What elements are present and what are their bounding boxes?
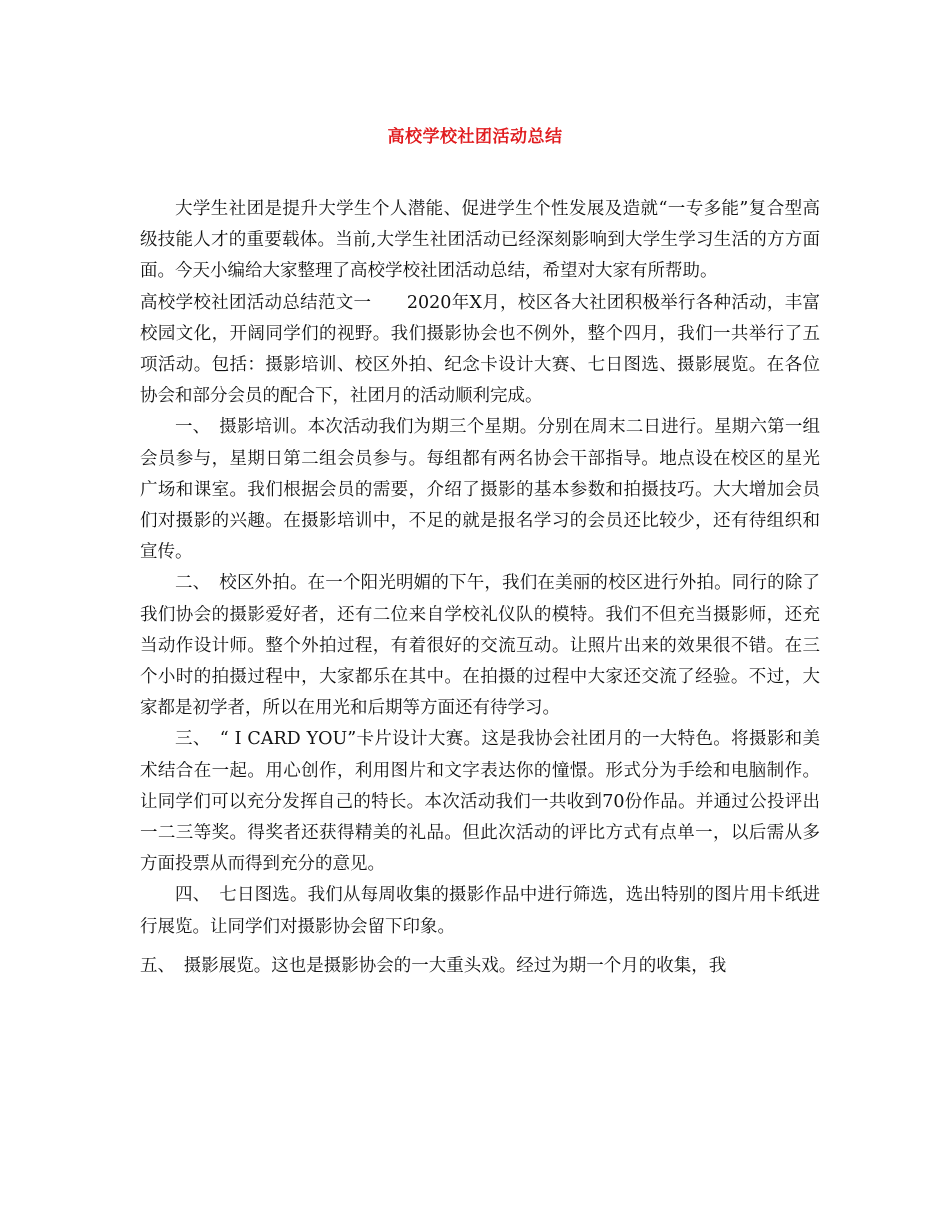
paragraph-sample-one: 高校学校社团活动总结范文一 2020年X月，校区各大社团积极举行各种活动，丰富校园文化，开阔同学们的视野。我们摄影协会也不例外，整个四月，我们一共举行了五项活动。包括：摄影培训、校区外拍、纪念卡设计大赛、七日图选、摄影展览。在各位协会和部分会员的配合下，社团月的活动顺利完成。 <box>140 292 820 407</box>
document-body <box>140 194 820 982</box>
paragraph-item-two: 二、 校区外拍。在一个阳光明媚的下午，我们在美丽的校区进行外拍。同行的除了我们协会的摄影爱好者，还有二位来自学校礼仪队的模特。我们不但充当摄影师，还充当动作设计师。整个外拍过程，有着很好的交流互动。让照片出来的效果很不错。在三个小时的拍摄过程中，大家都乐在其中。在拍摄的过程中大家还交流了经验。不过，大家都是初学者，所以在用光和后期等方面还有待学习。 <box>140 573 820 719</box>
paragraph-item-five: 五、 摄影展览。这也是摄影协会的一大重头戏。经过为期一个月的收集，我 <box>140 955 727 976</box>
document-title: 高校学校社团活动总结 <box>387 127 563 147</box>
paragraph-item-one: 一、 摄影培训。本次活动我们为期三个星期。分别在周末二日进行。星期六第一组会员参与，星期日第二组会员参与。每组都有两名协会干部指导。地点设在校区的星光广场和课室。我们根据会员的需要，介绍了摄影的基本参数和拍摄技巧。大大增加会员们对摄影的兴趣。在摄影培训中，不足的就是报名学习的会员还比较少，还有待组织和宣传。 <box>140 417 820 563</box>
paragraph-item-three: 三、 “ I CARD YOU”卡片设计大赛。这是我协会社团月的一大特色。将摄影和美术结合在一起。用心创作，利用图片和文字表达你的憧憬。形式分为手绘和电脑制作。让同学们可以充分发挥自己的特长。本次活动我们一共收到70份作品。并通过公投评出一二三等奖。得奖者还获得精美的礼品。但此次活动的评比方式有点单一，以后需从多方面投票从而得到充分的意见。 <box>140 729 820 875</box>
paragraph-intro: 大学生社团是提升大学生个人潜能、促进学生个性发展及造就“一专多能”复合型高级技能人才的重要载体。当前,大学生社团活动已经深刻影响到大学生学习生活的方方面面。今天小编给大家整理了高校学校社团活动总结，希望对大家有所帮助。 <box>140 199 820 282</box>
paragraph-item-four: 四、 七日图选。我们从每周收集的摄影作品中进行筛选，选出特别的图片用卡纸进行展览。让同学们对摄影协会留下印象。 <box>140 885 820 937</box>
